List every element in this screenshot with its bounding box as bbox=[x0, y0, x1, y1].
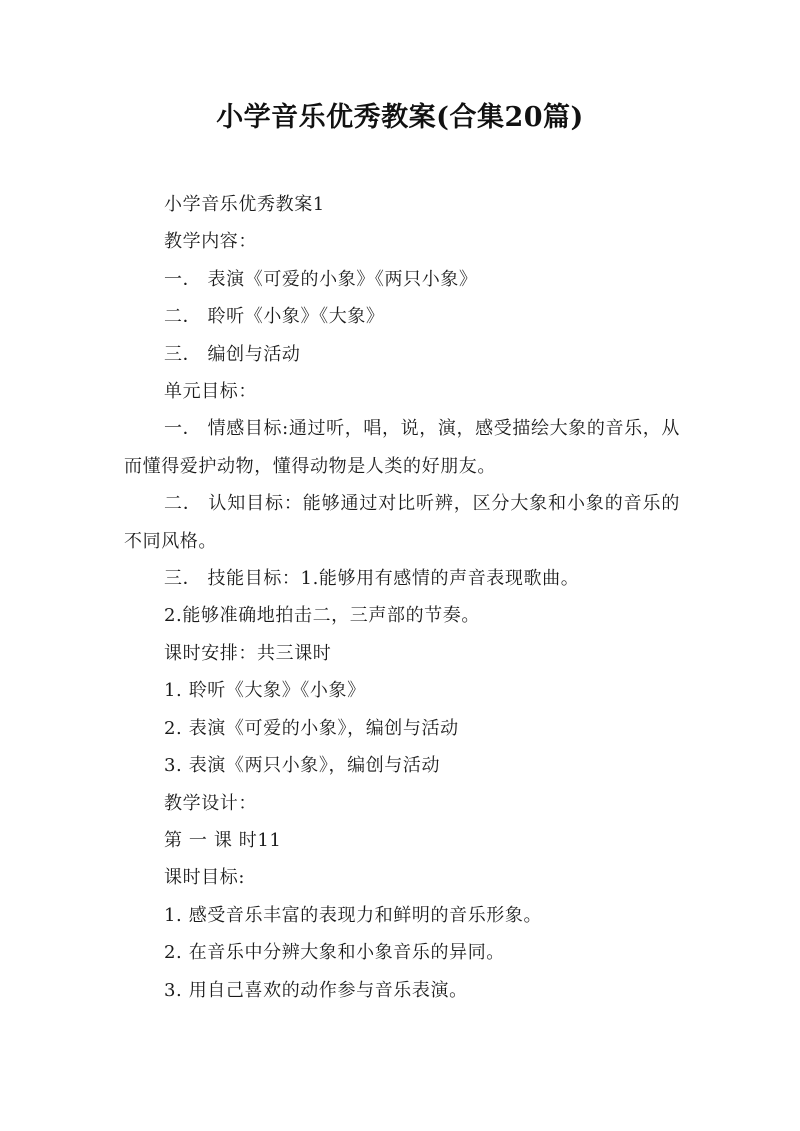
document-title: 小学音乐优秀教案(合集20篇) bbox=[216, 102, 584, 133]
paragraph-content-item-3: 三． 编创与活动 bbox=[164, 343, 301, 365]
paragraph-first-lesson: 第 一 课 时11 bbox=[164, 829, 282, 851]
document-body bbox=[124, 186, 680, 1009]
paragraph-schedule-item-2: 2. 表演《可爱的小象》，编创与活动 bbox=[164, 717, 459, 739]
paragraph-skill-goal-2: 2.能够准确地拍击二，三声部的节奏。 bbox=[164, 605, 480, 627]
paragraph-skill-goal: 三． 技能目标：1.能够用有感情的声音表现歌曲。 bbox=[164, 568, 580, 590]
paragraph-emotion-goal: 一． 情感目标:通过听，唱，说，演，感受描绘大象的音乐，从而懂得爱护动物，懂得动物是人类的好朋友。 bbox=[124, 418, 680, 477]
paragraph-design-label: 教学设计： bbox=[164, 792, 257, 814]
paragraph-lesson-goal-1: 1. 感受音乐丰富的表现力和鲜明的音乐形象。 bbox=[164, 904, 543, 926]
paragraph-teaching-content-label: 教学内容： bbox=[164, 231, 257, 253]
paragraph-unit-goals-label: 单元目标： bbox=[164, 381, 257, 403]
paragraph-lesson-goal-3: 3. 用自己喜欢的动作参与音乐表演。 bbox=[164, 979, 468, 1001]
paragraph-schedule-item-3: 3. 表演《两只小象》，编创与活动 bbox=[164, 755, 441, 777]
paragraph-schedule-item-1: 1. 聆听《大象》《小象》 bbox=[164, 680, 366, 702]
paragraph-lesson-heading: 小学音乐优秀教案1 bbox=[164, 194, 325, 215]
paragraph-content-item-2: 二． 聆听《小象》《大象》 bbox=[164, 306, 385, 328]
paragraph-cognitive-goal: 二． 认知目标：能够通过对比听辨，区分大象和小象的音乐的不同风格。 bbox=[124, 493, 680, 552]
paragraph-lesson-goals-label: 课时目标: bbox=[164, 867, 246, 889]
paragraph-content-item-1: 一． 表演《可爱的小象》《两只小象》 bbox=[164, 268, 478, 290]
paragraph-lesson-goal-2: 2. 在音乐中分辨大象和小象音乐的异同。 bbox=[164, 942, 505, 964]
paragraph-schedule: 课时安排：共三课时 bbox=[164, 642, 332, 664]
